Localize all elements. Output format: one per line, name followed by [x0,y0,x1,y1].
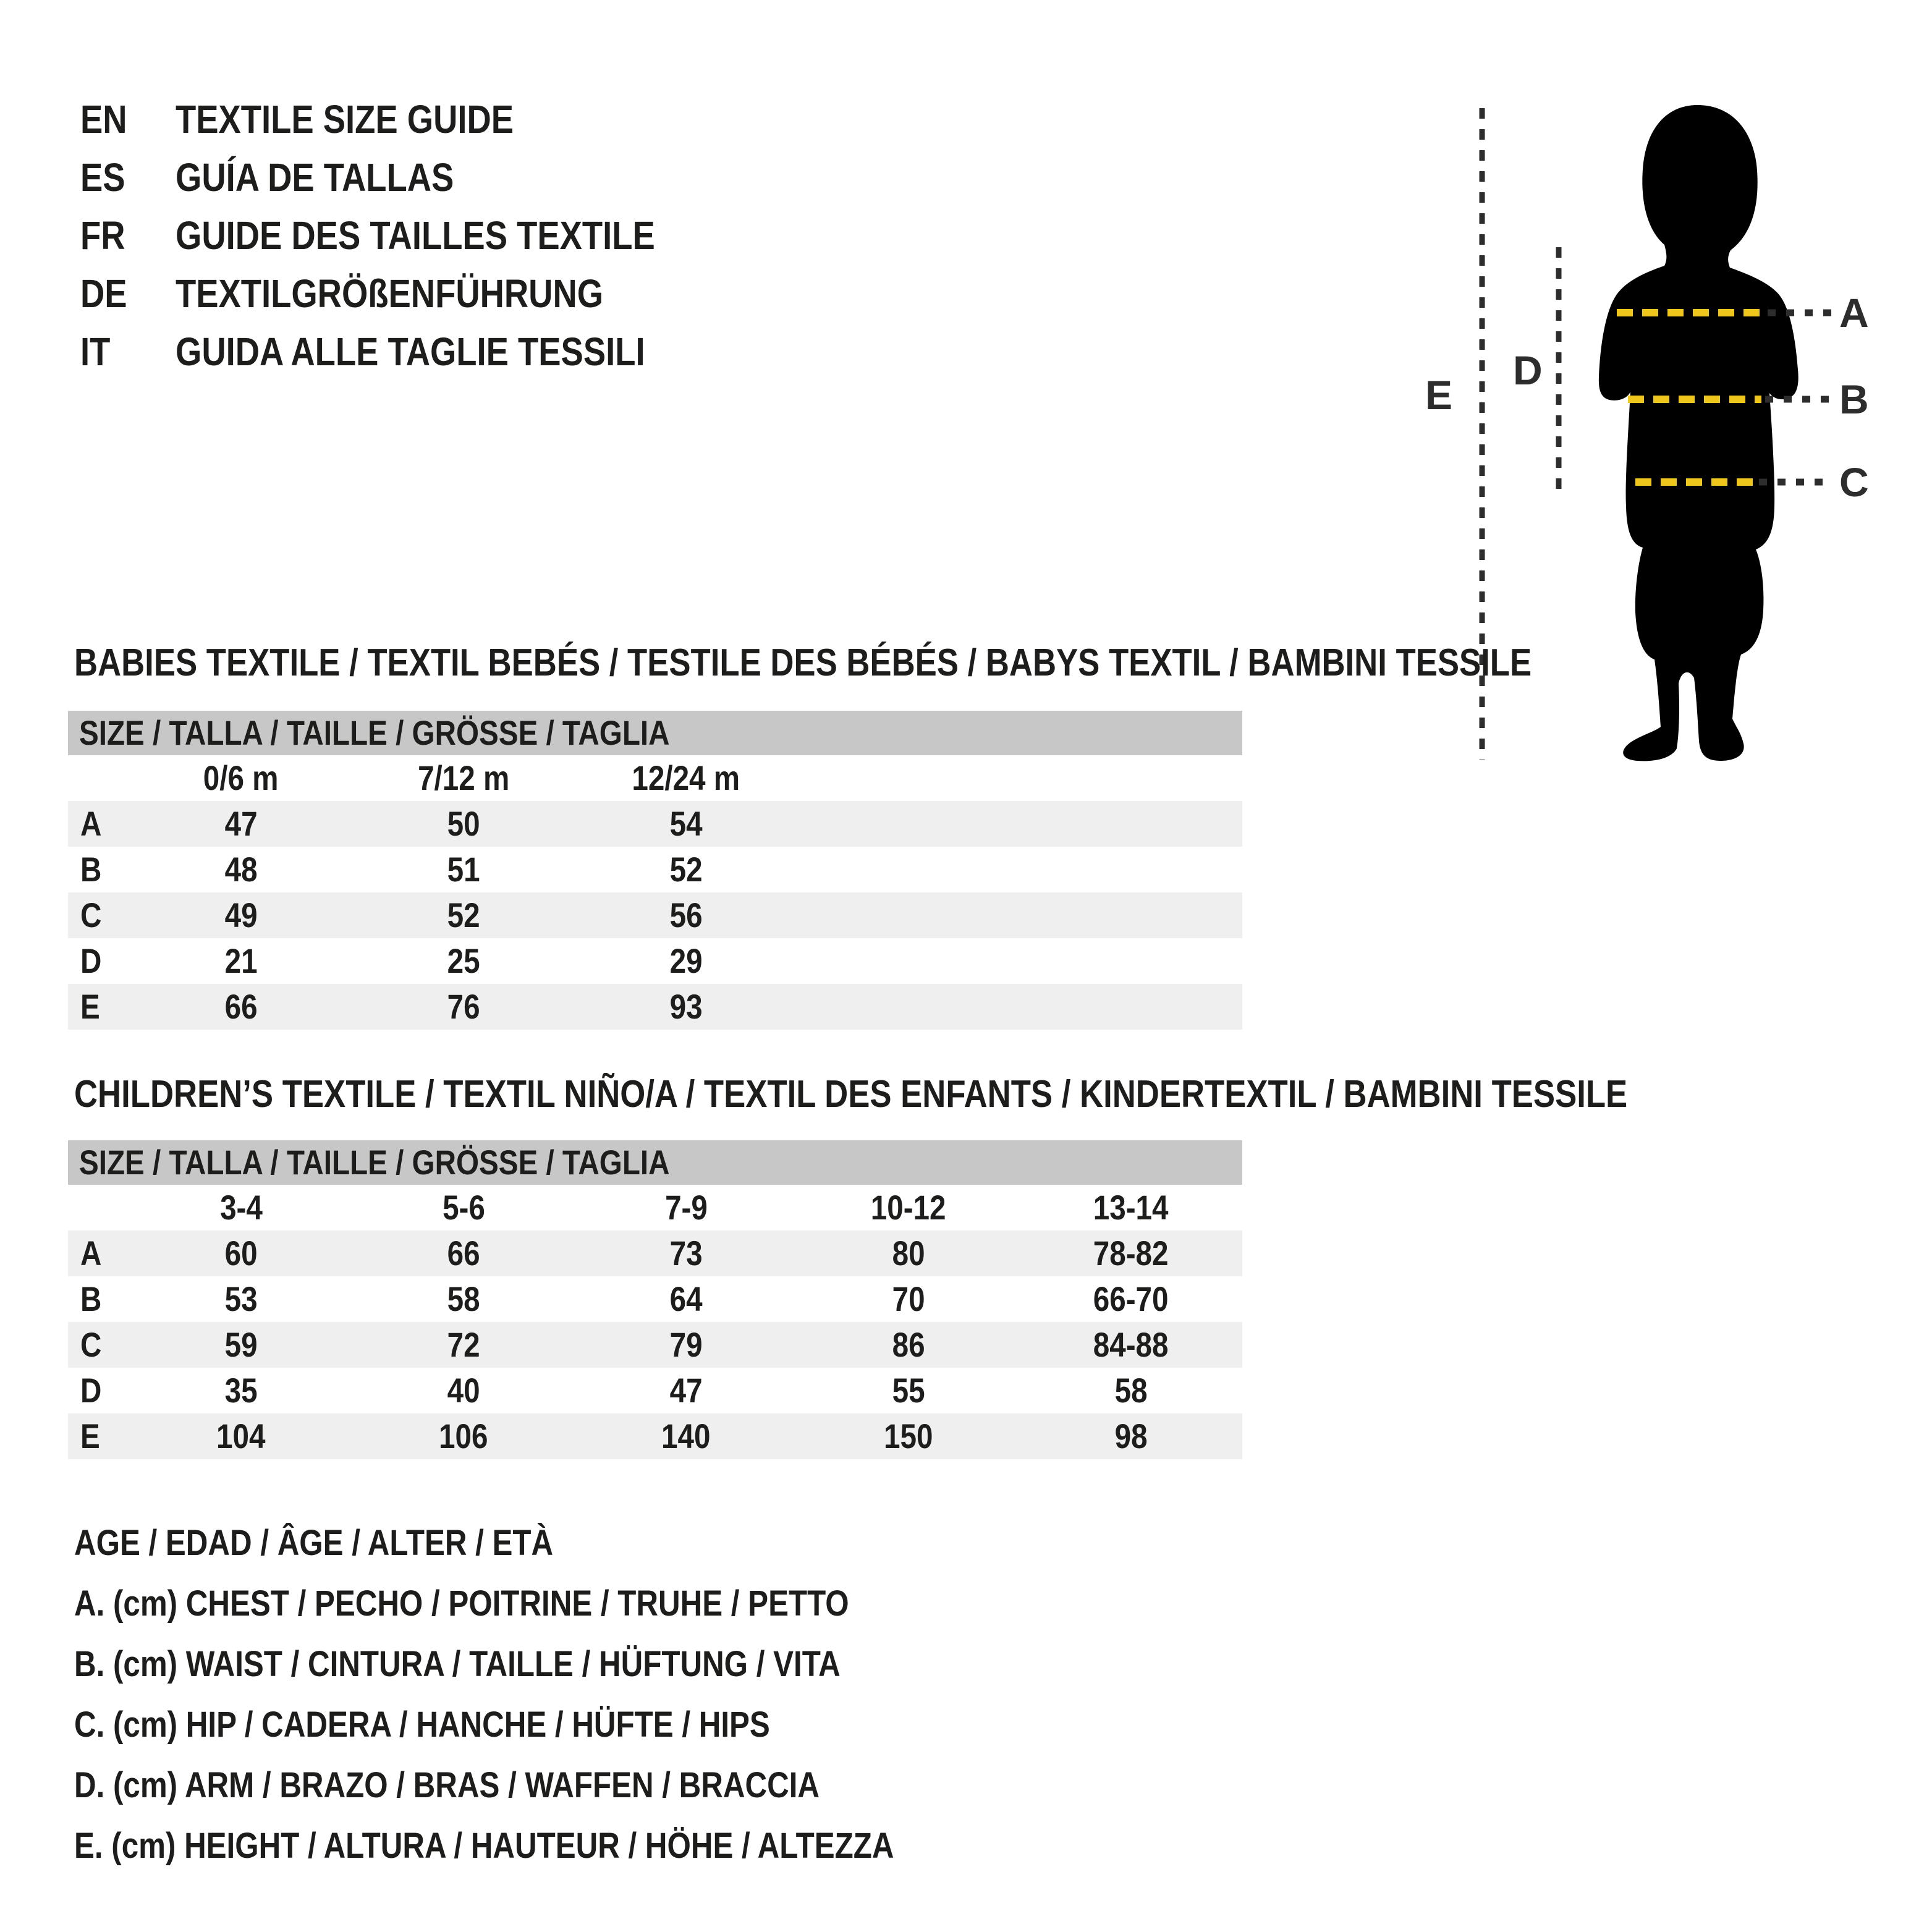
language-code: ES [80,155,125,200]
cell: 93 [669,987,703,1026]
table-row [68,801,1242,847]
babies-size-table [68,711,1242,1030]
column-header: 10-12 [871,1188,946,1227]
babies-section-heading: BABIES TEXTILE / TEXTIL BEBÉS / TESTILE DES BÉBÉS / BABYS TEXTIL / BAMBINI TESSILE [74,642,1532,684]
table-row [68,1368,1242,1413]
language-row-de [80,265,740,323]
cell: 47 [224,804,258,843]
cell: 70 [892,1279,925,1318]
row-label: B [80,1279,102,1318]
children-size-table [68,1140,1242,1459]
cell: 73 [669,1234,703,1273]
guide-title-it: GUIDA ALLE TAGLIE TESSILI [176,329,645,374]
cell: 106 [439,1417,488,1455]
table-row [68,1413,1242,1459]
language-row-en [80,90,740,148]
cell: 51 [447,850,480,889]
row-label: A [80,804,102,843]
column-header: 7/12 m [417,758,510,797]
row-label: B [80,850,102,889]
cell: 55 [892,1371,925,1410]
column-header: 13-14 [1093,1188,1169,1227]
cell: 25 [447,941,480,980]
measure-label-d: D [1513,347,1543,393]
cell: 56 [669,896,703,934]
guide-title-es: GUÍA DE TALLAS [176,155,454,200]
cell: 104 [216,1417,266,1455]
cell: 40 [447,1371,480,1410]
column-header: 12/24 m [632,758,740,797]
legend-line-chest: A. (cm) CHEST / PECHO / POITRINE / TRUHE / PETTO [74,1583,849,1624]
column-header: 0/6 m [203,758,279,797]
table-row [68,984,1242,1030]
row-label: E [80,1417,100,1455]
cell: 58 [1114,1371,1148,1410]
table-row [68,1231,1242,1276]
legend-line-age: AGE / EDAD / ÂGE / ALTER / ETÀ [74,1523,554,1563]
cell: 53 [224,1279,258,1318]
legend-line-waist: B. (cm) WAIST / CINTURA / TAILLE / HÜFTUNG / VITA [74,1644,841,1684]
cell: 76 [447,987,480,1026]
table-row [68,892,1242,938]
cell: 35 [224,1371,258,1410]
language-row-es [80,148,740,206]
language-row-it [80,323,740,381]
children-size-bar-row [68,1140,1242,1185]
cell: 21 [224,941,258,980]
row-label: D [80,941,102,980]
babies-column-header-row [68,755,1242,801]
cell: 84-88 [1093,1325,1169,1364]
language-row-fr [80,206,740,265]
cell: 60 [224,1234,258,1273]
guide-title-en: TEXTILE SIZE GUIDE [176,97,514,142]
size-bar: SIZE / TALLA / TAILLE / GRÖSSE / TAGLIA [68,711,1242,755]
language-code: FR [80,213,125,258]
table-row [68,1322,1242,1368]
language-code: DE [80,271,127,316]
row-label: E [80,987,100,1026]
measure-label-e: E [1425,372,1453,418]
table-row [68,1276,1242,1322]
legend-line-arm: D. (cm) ARM / BRAZO / BRAS / WAFFEN / BRACCIA [74,1765,820,1805]
cell: 86 [892,1325,925,1364]
cell: 59 [224,1325,258,1364]
cell: 98 [1114,1417,1148,1455]
cell: 78-82 [1093,1234,1169,1273]
cell: 140 [661,1417,711,1455]
cell: 80 [892,1234,925,1273]
guide-title-de: TEXTILGRÖßENFÜHRUNG [176,271,604,316]
column-header: 3-4 [219,1188,263,1227]
cell: 54 [669,804,703,843]
cell: 58 [447,1279,480,1318]
row-label: C [80,896,102,934]
cell: 52 [447,896,480,934]
legend-line-hip: C. (cm) HIP / CADERA / HANCHE / HÜFTE / HIPS [74,1705,770,1745]
size-bar: SIZE / TALLA / TAILLE / GRÖSSE / TAGLIA [68,1140,1242,1185]
row-label: A [80,1234,102,1273]
column-header: 5-6 [442,1188,485,1227]
legend-line-height: E. (cm) HEIGHT / ALTURA / HAUTEUR / HÖHE / ALTEZZA [74,1826,894,1866]
measure-label-b: B [1839,376,1869,422]
guide-title-fr: GUIDE DES TAILLES TEXTILE [176,213,655,258]
measurement-legend [74,1513,1039,1876]
cell: 66 [447,1234,480,1273]
cell: 29 [669,941,703,980]
table-row [68,938,1242,984]
cell: 49 [224,896,258,934]
language-code: EN [80,97,127,142]
cell: 52 [669,850,703,889]
row-label: C [80,1325,102,1364]
cell: 64 [669,1279,703,1318]
column-header: 7-9 [664,1188,708,1227]
cell: 66 [224,987,258,1026]
measure-label-a: A [1839,290,1869,336]
language-header [80,90,740,381]
row-label: D [80,1371,102,1410]
cell: 48 [224,850,258,889]
cell: 79 [669,1325,703,1364]
cell: 50 [447,804,480,843]
cell: 72 [447,1325,480,1364]
cell: 150 [884,1417,933,1455]
babies-size-bar-row [68,711,1242,755]
table-row [68,847,1242,892]
cell: 47 [669,1371,703,1410]
cell: 66-70 [1093,1279,1169,1318]
children-column-header-row [68,1185,1242,1231]
language-code: IT [80,329,111,374]
children-section-heading: CHILDREN’S TEXTILE / TEXTIL NIÑO/A / TEXTIL DES ENFANTS / KINDERTEXTIL / BAMBINI TESSILE [74,1073,1628,1116]
measure-label-c: C [1839,459,1869,505]
